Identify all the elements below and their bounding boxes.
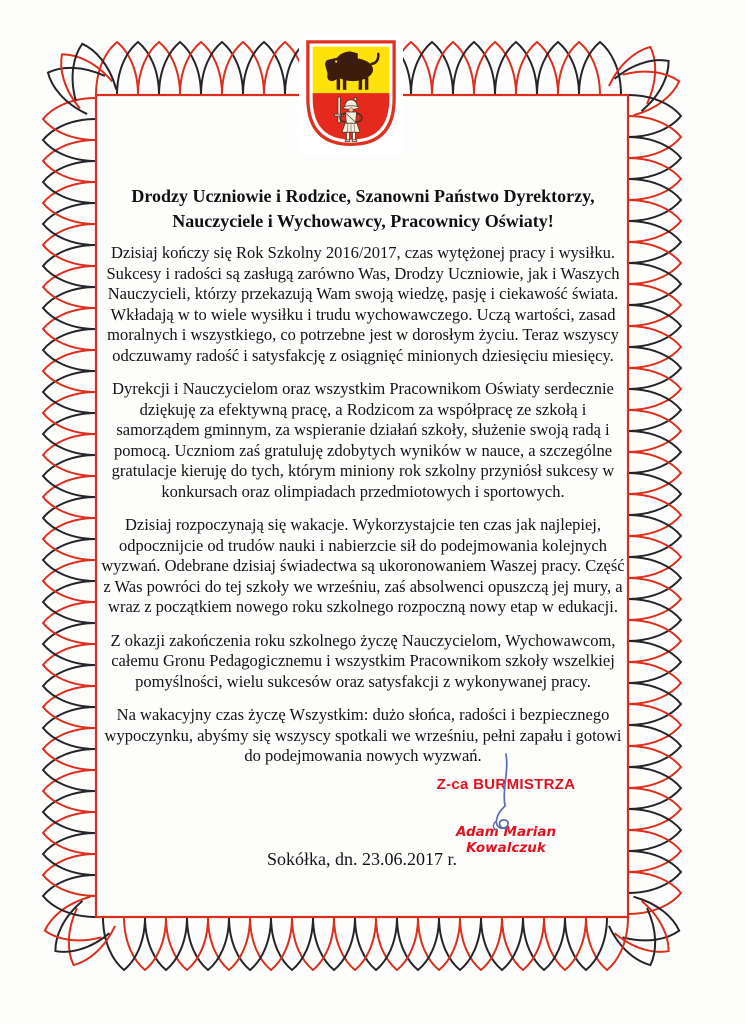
- signature-name: Adam Marian Kowalczuk: [455, 824, 557, 856]
- letter-paragraph: Dzisiaj kończy się Rok Szkolny 2016/2017, czas wytężonej pracy i wysiłku. Sukcesy i radości są zasługą zarówno Was, Drodzy Uczniowie, jak i Waszych Nauczycieli, którzy przekazują Wam swoją wiedzę, pasję i ciekawość świata. Wkładają w to wiele wysiłku i trudu wychowawczego. Uczą wartości, zasad moralnych i wszystkiego, co potrzebne jest w dorosłym życiu. Teraz wszyscy odczuwamy radość i satysfakcję z osiągnięć minionych dziesięciu miesięcy.: [106, 243, 620, 365]
- sokolka-coat-of-arms: [303, 38, 399, 153]
- letter-paragraph: Dyrekcji i Nauczycielom oraz wszystkim Pracownikom Oświaty serdecznie dziękuję za efektywną pracę, a Rodzicom za współpracę ze szkołą i samorządem gminnym, za wspieranie działań szkoły, służenie swoją radą i pomocą. Uczniom zaś gratuluję zdobytych wyników w nauce, a szczególne gratulacje kieruję do tych, którym miniony rok szkolny przyniósł sukcesy w konkursach oraz olimpiadach przedmiotowych i sportowych.: [111, 379, 615, 501]
- letter-title: [100, 184, 626, 234]
- letter-body: [100, 184, 626, 780]
- letter-paragraph: Z okazji zakończenia roku szkolnego życzę Nauczycielom, Wychowawcom, całemu Gronu Pedagogicznemu i wszystkim Pracownikom szkoły wszelkiej pomyślności, wielu sukcesów oraz satysfakcji z wykonywanej pracy.: [110, 630, 616, 691]
- handwritten-signature: [482, 750, 528, 842]
- letter-paragraph: Dzisiaj rozpoczynają się wakacje. Wykorzystajcie ten czas jak najlepiej, odpocznijcie od trudów nauki i nabierzcie sił do podejmowania kolejnych wyzwań. Odebrane dzisiaj świadectwa są ukoronowaniem Waszej pracy. Część z Was powróci do tej szkoły we wrześniu, zaś absolwenci opuszczą jej mury, a wraz z początkiem nowego roku szkolnego rozpoczną nowy etap w edukacji.: [101, 515, 625, 616]
- signature-title: Z-ca BURMISTRZA: [436, 776, 576, 793]
- dateline: Sokółka, dn. 23.06.2017 r.: [266, 849, 457, 869]
- knight-leg: [346, 132, 349, 140]
- letter-title-line-2: Nauczyciele i Wychowawcy, Pracownicy Oświaty!: [172, 211, 554, 231]
- letter-paragraph: Na wakacyjny czas życzę Wszystkim: dużo słońca, radości i bezpiecznego wypoczynku, abyśmy się wszyscy spotkali we wrześniu, pełni zapału i gotowi do podejmowania nowych wyzwań.: [104, 705, 622, 765]
- letter-title-line-1: Drodzy Uczniowie i Rodzice, Szanowni Państwo Dyrektorzy,: [131, 186, 595, 206]
- coat-of-arms: [299, 36, 403, 155]
- knight-leg: [352, 132, 355, 140]
- knight-face: [349, 108, 353, 112]
